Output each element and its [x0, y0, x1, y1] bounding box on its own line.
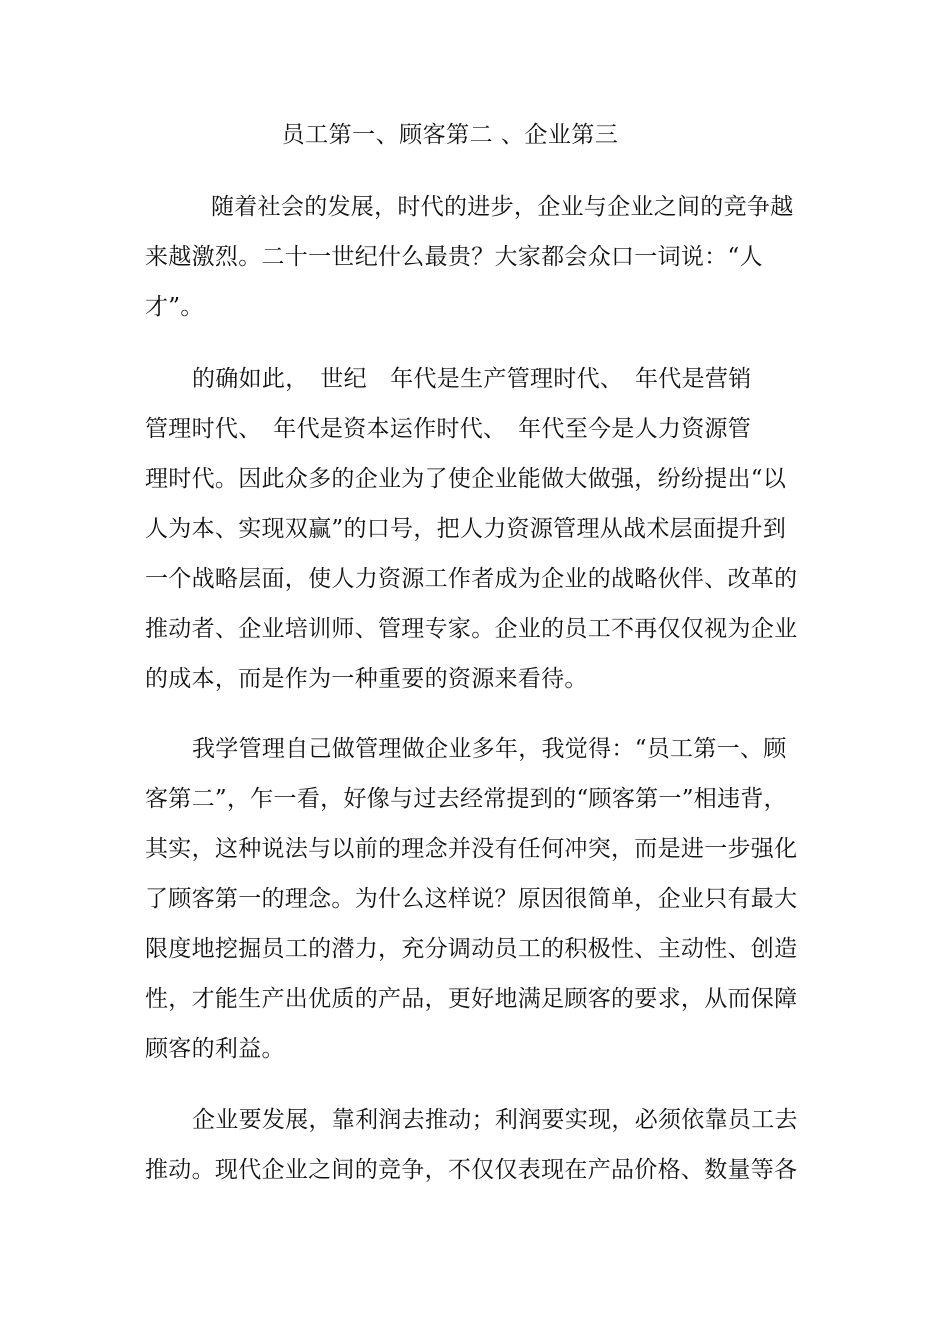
paragraph-4-line-1: 企业要发展，靠利润去推动；利润要实现，必须依靠员工去: [192, 1107, 798, 1133]
paragraph-3-line-4: 了顾客第一的理念。为什么这样说？原因很简单，企业只有最大: [145, 886, 798, 912]
paragraph-2-line-3: 理时代。因此众多的企业为了使企业能做大做强，纷纷提出“以: [145, 466, 787, 492]
paragraph-4-line-2: 推动。现代企业之间的竞争，不仅仅表现在产品价格、数量等各: [145, 1157, 798, 1183]
paragraph-3-line-5: 限度地挖掘员工的潜力，充分调动员工的积极性、主动性、创造: [145, 936, 798, 962]
paragraph-3-line-6: 性，才能生产出优质的产品，更好地满足顾客的要求，从而保障: [145, 986, 798, 1012]
paragraph-3-line-3: 其实，这种说法与以前的理念并没有任何冲突，而是进一步强化: [145, 836, 798, 862]
paragraph-2-line-6: 推动者、企业培训师、管理专家。企业的员工不再仅仅视为企业: [145, 616, 798, 642]
paragraph-1-line-1: 随着社会的发展，时代的进步，企业与企业之间的竞争越: [211, 194, 794, 220]
paragraph-2-line-5: 一个战略层面，使人力资源工作者成为企业的战略伙伴、改革的: [145, 566, 798, 592]
paragraph-2-line-2: 管理时代、 年代是资本运作时代、 年代至今是人力资源管: [145, 416, 752, 442]
paragraph-1-line-3: 才”。: [145, 294, 204, 320]
paragraph-3-line-7: 顾客的利益。: [145, 1036, 285, 1062]
paragraph-1-line-2: 来越激烈。二十一世纪什么最贵？大家都会众口一词说：“人: [145, 244, 763, 270]
document-title: 员工第一、顾客第二 、企业第三: [281, 122, 619, 148]
paragraph-2-line-1: 的确如此， 世纪 年代是生产管理时代、 年代是营销: [192, 366, 752, 392]
paragraph-3-line-1: 我学管理自己做管理做企业多年，我觉得：“员工第一、顾: [192, 736, 787, 762]
paragraph-2-line-4: 人为本、实现双赢”的口号，把人力资源管理从战术层面提升到: [145, 516, 787, 542]
paragraph-3-line-2: 客第二”，乍一看，好像与过去经常提到的“顾客第一”相违背，: [145, 786, 787, 812]
paragraph-2-line-7: 的成本，而是作为一种重要的资源来看待。: [145, 666, 588, 692]
